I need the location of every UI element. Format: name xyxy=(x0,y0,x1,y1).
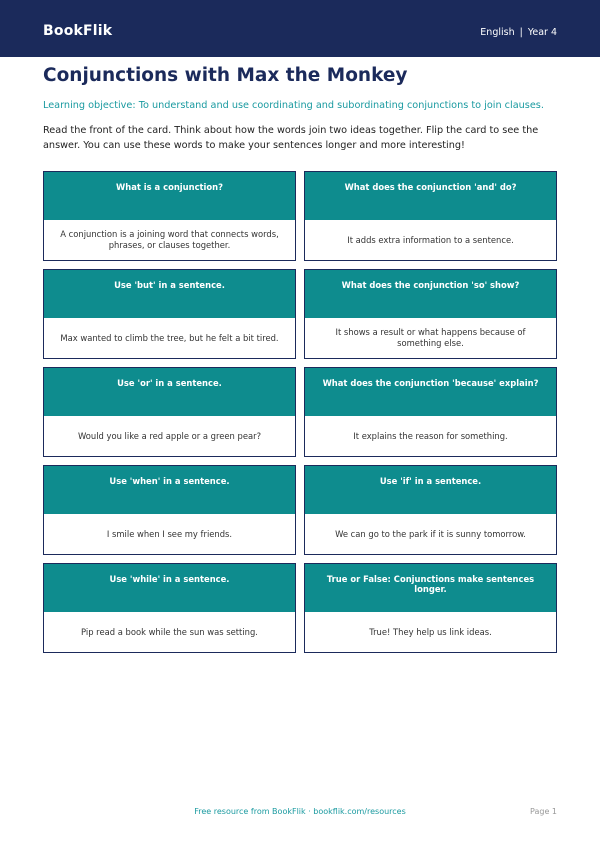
flashcard[interactable] xyxy=(304,171,557,261)
brand-logo[interactable]: BookFlik xyxy=(43,23,113,39)
subject-label: English xyxy=(480,27,515,38)
card-front: What is a conjunction? xyxy=(44,172,295,220)
card-front: Use 'but' in a sentence. xyxy=(44,270,295,318)
card-back: Would you like a red apple or a green pear? xyxy=(44,416,295,456)
card-back: It adds extra information to a sentence. xyxy=(305,220,556,260)
flashcard[interactable] xyxy=(43,563,296,653)
card-front: What does the conjunction 'because' explain? xyxy=(305,368,556,416)
card-front: Use 'when' in a sentence. xyxy=(44,466,295,514)
card-back: It shows a result or what happens because of something else. xyxy=(305,318,556,358)
subject-year xyxy=(480,27,557,38)
meta-separator: | xyxy=(519,27,523,38)
card-back: True! They help us link ideas. xyxy=(305,612,556,652)
page-title: Conjunctions with Max the Monkey xyxy=(43,65,408,86)
card-back: I smile when I see my friends. xyxy=(44,514,295,554)
learning-objective: Learning objective: To understand and use coordinating and subordinating conjunctions to join clauses. xyxy=(43,100,544,111)
instructions: Read the front of the card. Think about how the words join two ideas together. Flip the card to see the answer. You can use these words to make your sentences longer and more interesting! xyxy=(43,125,539,151)
flashcard[interactable] xyxy=(43,171,296,261)
flashcard[interactable] xyxy=(43,465,296,555)
card-front: True or False: Conjunctions make sentences longer. xyxy=(305,564,556,612)
page-header xyxy=(0,0,600,57)
page-number: Page 1 xyxy=(530,807,557,816)
flashcard[interactable] xyxy=(304,465,557,555)
card-back: We can go to the park if it is sunny tomorrow. xyxy=(305,514,556,554)
card-back: It explains the reason for something. xyxy=(305,416,556,456)
card-front: What does the conjunction 'and' do? xyxy=(305,172,556,220)
year-label: Year 4 xyxy=(527,27,557,38)
flashcard[interactable] xyxy=(43,269,296,359)
flashcard[interactable] xyxy=(304,367,557,457)
card-back: A conjunction is a joining word that connects words, phrases, or clauses together. xyxy=(44,220,295,260)
flashcard-grid xyxy=(43,171,557,653)
flashcard[interactable] xyxy=(304,563,557,653)
flashcard[interactable] xyxy=(304,269,557,359)
card-front: Use 'while' in a sentence. xyxy=(44,564,295,612)
card-back: Max wanted to climb the tree, but he felt a bit tired. xyxy=(44,318,295,358)
flashcard[interactable] xyxy=(43,367,296,457)
card-front: Use 'if' in a sentence. xyxy=(305,466,556,514)
footer-resource-link[interactable]: Free resource from BookFlik · bookflik.com/resources xyxy=(194,807,406,816)
card-front: Use 'or' in a sentence. xyxy=(44,368,295,416)
card-back: Pip read a book while the sun was setting. xyxy=(44,612,295,652)
card-front: What does the conjunction 'so' show? xyxy=(305,270,556,318)
